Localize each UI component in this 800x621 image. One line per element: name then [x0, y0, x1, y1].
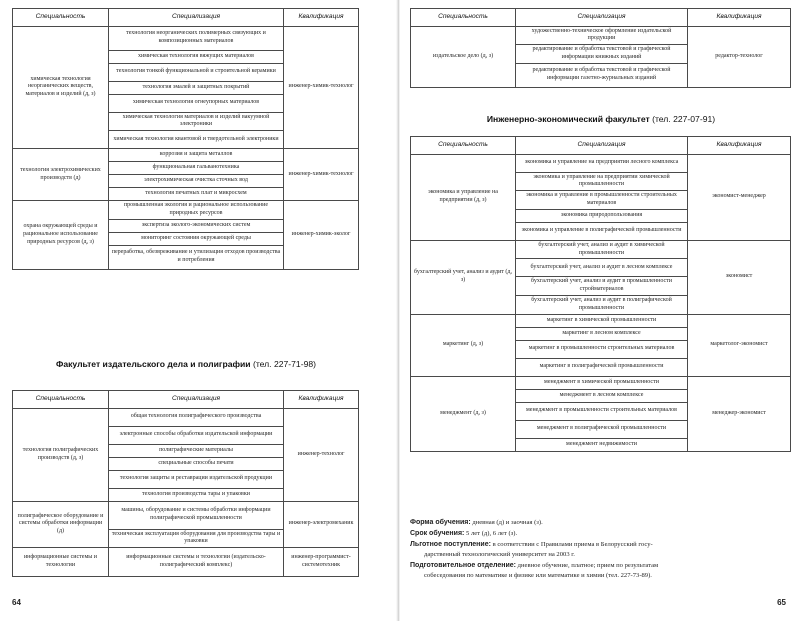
note-form-of-study: [410, 518, 794, 528]
table-izdatelskoe-delo: [410, 8, 791, 88]
cell-specialization: мониторинг состояния окружающей среды: [109, 232, 284, 245]
cell-qualification: инженер-программист-системотехник: [284, 548, 359, 577]
col-header-specialty: Специальность: [411, 137, 516, 155]
note-label: Льготное поступление:: [410, 541, 491, 549]
faculty-title: Инженерно-экономический факультет: [486, 114, 650, 124]
cell-specialty: бухгалтерский учет, анализ и аудит (д, з): [411, 240, 516, 314]
table-row: [13, 408, 359, 426]
cell-specialization: электронные способы обработки издательской информации: [109, 426, 284, 444]
cell-specialization: экономика и управление в промышленности строительных материалов: [516, 191, 688, 210]
table-row: [411, 240, 791, 259]
cell-specialization: менеджмент в лесном комплексе: [516, 389, 688, 402]
col-header-specialty: Специальность: [411, 9, 516, 27]
table-row: [13, 548, 359, 577]
cell-qualification: экономист: [688, 240, 791, 314]
cell-specialization: бухгалтерский учет, анализ и аудит в химической промышленности: [516, 240, 688, 259]
cell-specialty: издательское дело (д, з): [411, 26, 516, 87]
table-row: [411, 26, 791, 45]
table-engineering-economics: [410, 136, 791, 452]
cell-qualification: инженер-электромеханик: [284, 501, 359, 548]
col-header-specialization: Специализация: [516, 9, 688, 27]
cell-specialty: химическая технология неорганических веществ, материалов и изделий (д, з): [13, 26, 109, 149]
note-label: Подготовительное отделение:: [410, 561, 516, 569]
cell-specialization: бухгалтерский учет, анализ и аудит в полиграфической промышленности: [516, 295, 688, 314]
note-label: Форма обучения:: [410, 519, 471, 526]
cell-specialization: маркетинг в полиграфической промышленности: [516, 358, 688, 376]
col-header-qualification: Квалификация: [688, 9, 791, 27]
cell-specialization: общая технология полиграфического производства: [109, 408, 284, 426]
cell-specialization: маркетинг в химической промышленности: [516, 314, 688, 327]
table-chemical-technology: [12, 8, 359, 270]
cell-specialization: переработка, обезвреживание и утилизация отходов производства и потребления: [109, 245, 284, 269]
cell-specialization: технология тонкой функциональной и строительной керамики: [109, 63, 284, 81]
cell-specialty: технология полиграфических производств (д, з): [13, 408, 109, 501]
cell-specialization: технология неорганических полимерных связующих и композиционных материалов: [109, 26, 284, 50]
cell-specialization: специальные способы печати: [109, 457, 284, 470]
faculty-heading-economics: [410, 113, 792, 125]
cell-specialization: экономика природопользования: [516, 209, 688, 222]
col-header-qualification: Квалификация: [688, 137, 791, 155]
cell-specialty: информационные системы и технологии: [13, 548, 109, 577]
cell-specialization: химическая технология квантовой и твердотельной электроники: [109, 131, 284, 149]
right-page: [400, 0, 800, 621]
cell-qualification: маркетолог-экономист: [688, 314, 791, 376]
note-text: в соответствии с Правилами приема в Белорусский госу-: [492, 541, 653, 549]
cell-specialization: коррозия и защита металлов: [109, 149, 284, 162]
cell-specialization: техническая эксплуатация оборудования для производства тары и упаковки: [109, 529, 284, 548]
note-text: 5 лет (д), 6 лет (з).: [466, 530, 518, 538]
cell-specialization: менеджмент в химической промышленности: [516, 376, 688, 389]
cell-specialization: менеджмент в промышленности строительных материалов: [516, 402, 688, 420]
note-duration: [410, 529, 794, 539]
table-row: [411, 154, 791, 172]
note-privileged-admission: [410, 540, 794, 560]
cell-specialization: маркетинг в лесном комплексе: [516, 327, 688, 340]
table-header-row: [13, 391, 359, 409]
page-number-right: 65: [777, 598, 786, 607]
cell-specialization: технология производства тары и упаковки: [109, 488, 284, 501]
cell-specialty: менеджмент (д, з): [411, 376, 516, 451]
table-row: [13, 501, 359, 529]
cell-specialization: бухгалтерский учет, анализ и аудит в лесном комплексе: [516, 259, 688, 277]
cell-qualification: инженер-химик-технолог: [284, 149, 359, 201]
cell-specialization: экономика и управление на предприятии лесного комплекса: [516, 154, 688, 172]
cell-specialization: машины, оборудование и системы обработки информации полиграфической промышленности: [109, 501, 284, 529]
col-header-specialty: Специальность: [13, 9, 109, 27]
cell-specialty: маркетинг (д, з): [411, 314, 516, 376]
cell-specialization: экономика и управление в полиграфической промышленности: [516, 222, 688, 240]
cell-specialization: маркетинг в промышленности строительных материалов: [516, 340, 688, 358]
table-row: [13, 201, 359, 220]
table-publishing-faculty: [12, 390, 359, 577]
cell-qualification: инженер-технолог: [284, 408, 359, 501]
cell-specialization: промышленная экология и рациональное использование природных ресурсов: [109, 201, 284, 220]
cell-specialization: экономика и управление на предприятии химической промышленности: [516, 172, 688, 191]
col-header-specialty: Специальность: [13, 391, 109, 409]
cell-qualification: инженер-химик-эколог: [284, 201, 359, 270]
admission-notes: [410, 518, 794, 582]
cell-specialty: экономика и управление на предприятии (д, з): [411, 154, 516, 240]
cell-specialization: технология печатных плат и микросхем: [109, 188, 284, 201]
note-text: дневная (д) и заочная (з).: [472, 519, 543, 526]
col-header-specialization: Специализация: [516, 137, 688, 155]
cell-qualification: инженер-химик-технолог: [284, 26, 359, 149]
cell-specialization: функциональная гальванотехника: [109, 162, 284, 175]
faculty-heading-publishing: [14, 358, 358, 370]
cell-specialization: информационные системы и технологии (издательско-полиграфический комплекс): [109, 548, 284, 577]
cell-specialization: бухгалтерский учет, анализ и аудит в промышленности стройматериалов: [516, 277, 688, 296]
cell-specialty: технология электрохимических производств (д): [13, 149, 109, 201]
note-continuation: собеседования по математике и физике или математике и химии (тел. 227-73-89).: [424, 572, 652, 580]
cell-specialization: полиграфические материалы: [109, 444, 284, 457]
col-header-specialization: Специализация: [109, 391, 284, 409]
col-header-qualification: Квалификация: [284, 391, 359, 409]
cell-specialization: технология эмалей и защитных покрытий: [109, 81, 284, 94]
note-text: дневное обучение, платное; прием по результатам: [517, 561, 659, 569]
cell-specialization: химическая технология вяжущих материалов: [109, 50, 284, 63]
cell-specialization: химическая технология огнеупорных материалов: [109, 94, 284, 112]
note-label: Срок обучения:: [410, 530, 465, 538]
table-row: [13, 149, 359, 162]
cell-specialty: охрана окружающей среды и рациональное использование природных ресурсов (д, з): [13, 201, 109, 270]
cell-specialization: редактирование и обработка текстовой и графической информации книжных изданий: [516, 45, 688, 64]
faculty-title: Факультет издательского дела и полиграфии: [56, 359, 251, 369]
table-header-row: [411, 9, 791, 27]
cell-qualification: редактор-технолог: [688, 26, 791, 87]
cell-qualification: менеджер-экономист: [688, 376, 791, 451]
cell-specialization: художественно-техническое оформление издательской продукции: [516, 26, 688, 45]
col-header-specialization: Специализация: [109, 9, 284, 27]
table-header-row: [13, 9, 359, 27]
table-header-row: [411, 137, 791, 155]
cell-specialization: менеджмент в полиграфической промышленности: [516, 420, 688, 438]
cell-specialization: электрохимическая очистка сточных вод: [109, 175, 284, 188]
cell-qualification: экономист-менеджер: [688, 154, 791, 240]
cell-specialization: химическая технология материалов и изделий вакуумной электроники: [109, 112, 284, 131]
table-row: [411, 314, 791, 327]
note-preparatory-department: [410, 561, 794, 581]
table-row: [13, 26, 359, 50]
table-row: [411, 376, 791, 389]
cell-specialization: редактирование и обработка текстовой и графической информации газетно-журнальных изданий: [516, 63, 688, 87]
cell-specialty: полиграфическое оборудование и системы обработки информации (д): [13, 501, 109, 548]
faculty-phone: (тел. 227-07-91): [652, 114, 716, 124]
cell-specialization: технология защиты и реставрации издательской продукции: [109, 470, 284, 488]
cell-specialization: экспертиза эколого-экономических систем: [109, 219, 284, 232]
faculty-phone: (тел. 227-71-98): [252, 359, 316, 369]
cell-specialization: менеджмент недвижимости: [516, 438, 688, 451]
col-header-qualification: Квалификация: [284, 9, 359, 27]
page-number-left: 64: [12, 598, 21, 607]
note-continuation: дарственный технологический университет на 2003 г.: [424, 551, 575, 559]
